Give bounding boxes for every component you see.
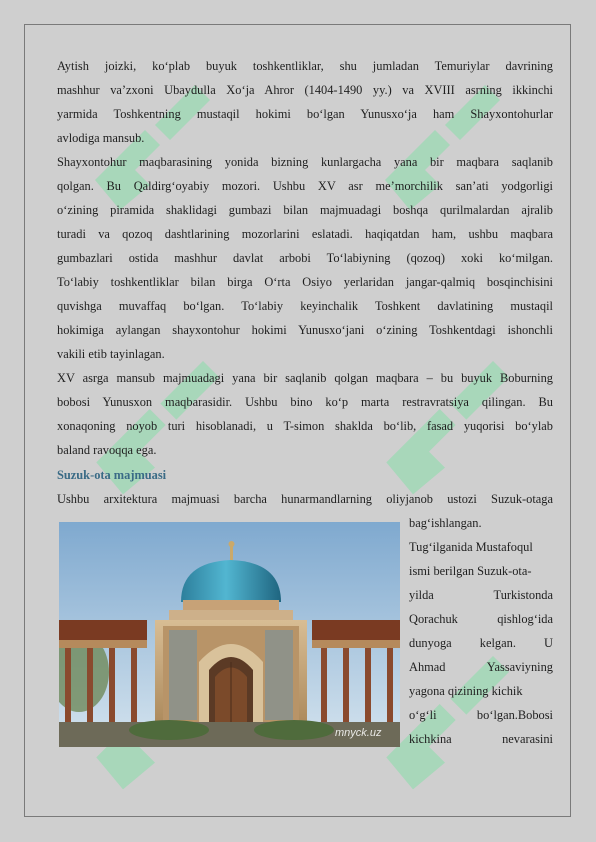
text-line: o‘zining piramida shaklidagi gumbazi bilan majmuadagi boshqa qurilmalardan ajralib	[57, 203, 553, 217]
text-line: baland ravoqqa ega.	[57, 443, 157, 457]
text-line: o‘g‘li bo‘lgan.Bobosi	[409, 708, 553, 722]
text-line: dunyoga kelgan. U	[409, 636, 553, 650]
text-line: Tug‘ilganida Mustafoqul	[409, 540, 533, 554]
text-line: bag‘ishlangan.	[409, 516, 482, 530]
text-line: vakili etib tayinlagan.	[57, 347, 165, 361]
section-intro	[57, 487, 553, 511]
text-line: hokimiga aylangan shayxontohur hokimi Yunusxo‘jani o‘zining Toshkentdagi ishonchli	[57, 323, 553, 337]
text-line: qolgan. Bu Qaldirg‘oyabiy mozori. Ushbu XV asr me’morchilik san’ati yodgorligi	[57, 179, 553, 193]
text-line: turadi va qozoq dashtlarining mozorlarini eslatadi. haqiqatdan ham, ushbu maqbara	[57, 227, 553, 241]
text-line: Ahmad Yassaviyning	[409, 660, 553, 674]
text-line: xonaqoning noyob turi hisoblanadi, u T-simon shaklda bo‘lib, fasad yuqorisi bo‘ylab	[57, 419, 553, 433]
text-line: Aytish joizki, ko‘plab buyuk toshkentliklar, shu jumladan Temuriylar davrining	[57, 59, 553, 73]
paragraph-3	[57, 366, 553, 462]
text-line: To‘labiy toshkentliklar bilan birga O‘rta Osiyo yerlaridan jangar-qalmiq bosqinchisini	[57, 275, 553, 289]
side-column-text	[409, 511, 553, 751]
text-line: avlodiga mansub.	[57, 131, 145, 145]
text-line: quvishga muvaffaq bo‘lgan. To‘labiy keyinchalik Toshkent davlatining mustaqil	[57, 299, 553, 313]
text-line: ismi berilgan Suzuk-ota-	[409, 564, 532, 578]
text-line: Qorachuk qishlog‘ida	[409, 612, 553, 626]
text-line: gumbazlari ostida mashhur davlat arbobi To‘labiyning (qozoq) xoki ko‘milgan.	[57, 251, 553, 265]
text-line: Ushbu arxitektura majmuasi barcha hunarmandlarning oliyjanob ustozi Suzuk-otaga	[57, 492, 553, 506]
photo-watermark-text: mnyck.uz	[335, 727, 382, 739]
text-line: XV asrga mansub majmuadagi yana bir saqlanib qolgan maqbara – bu buyuk Boburning	[57, 371, 553, 385]
text-line: yarmida Toshkentning mustaqil hokimi bo‘lgan Yunusxo‘ja ham Shayxontohurlar	[57, 107, 553, 121]
text-line: bobosi Yunusxon maqbarasidir. Ushbu bino ko‘p marta restravratsiya qilingan. Bu	[57, 395, 553, 409]
text-line: kichkina nevarasini	[409, 732, 553, 746]
paragraph-2	[57, 150, 553, 366]
mausoleum-photo	[59, 522, 400, 747]
paragraph-1	[57, 54, 553, 150]
text-line: Shayxontohur maqbarasining yonida bizning kunlargacha yana bir maqbara saqlanib	[57, 155, 553, 169]
text-line: yilda Turkistonda	[409, 588, 553, 602]
text-line: yagona qizining kichik	[409, 684, 523, 698]
text-line: mashhur va’zxoni Ubaydulla Xo‘ja Ahror (1404-1490 yy.) va XVIII asrning ikkinchi	[57, 83, 553, 97]
section-heading: Suzuk-ota majmuasi	[57, 468, 167, 482]
